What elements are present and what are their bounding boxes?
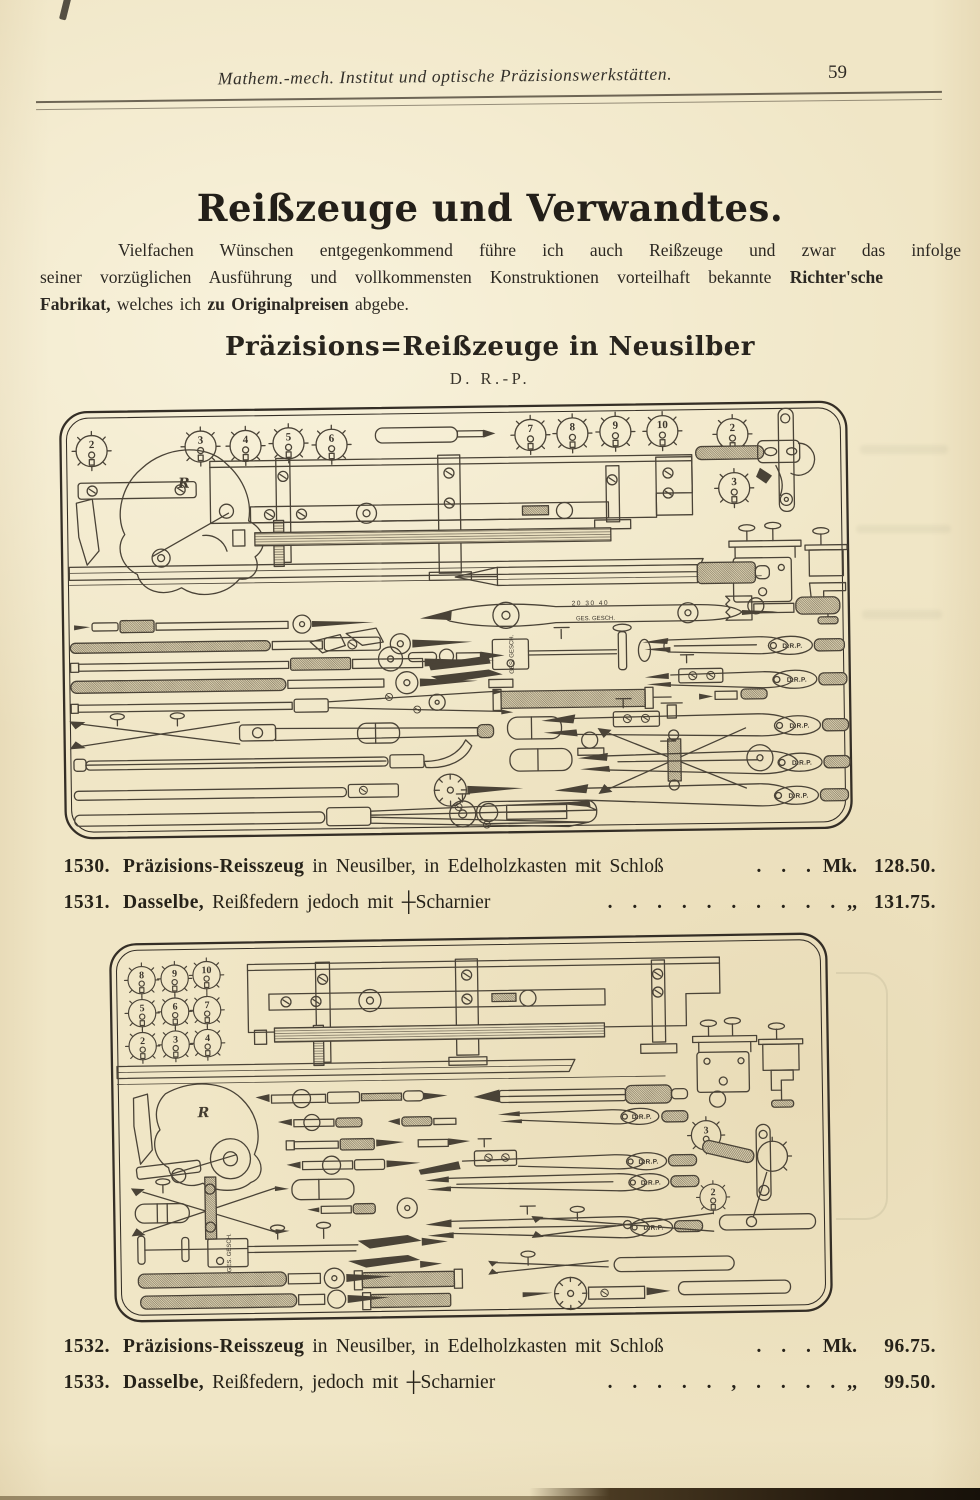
price-row-1531 [46,892,936,914]
beam-frame-mechanism [247,955,721,1068]
compass-drp [498,1108,688,1127]
intro-bold-fabrikat: Fabrikat, [40,294,111,314]
patent-mark: D. R.-P. [449,369,531,388]
section-title: Reißzeuge und Verwandtes. [196,186,784,230]
currency: ,, [847,1372,857,1393]
intro-text: Vielfachen Wünschen entgegenkommend führe ich auch Reißzeuge und zwar das infolge [118,240,961,260]
header-rule [36,91,942,110]
knurled-handle [678,1280,790,1295]
cylinder-caps [135,1203,189,1223]
svg-text:7: 7 [527,422,534,435]
instrument-case-figure-1530 [53,394,859,845]
show-through-mark [856,525,951,533]
ruling-pen [71,671,478,699]
running-title: Mathem.-mech. Institut und optische Präzisionswerkstätten. [217,63,673,89]
svg-text:GES. GESCH.: GES. GESCH. [226,1233,234,1273]
compass-drp [554,781,848,809]
svg-text:GES. GESCH.: GES. GESCH. [575,615,616,623]
svg-text:8: 8 [138,970,145,982]
crossed-compass [131,1176,290,1240]
drill-tool [307,1198,417,1220]
svg-text:4: 4 [242,433,249,446]
svg-text:9: 9 [171,968,178,980]
svg-text:D.R.P.: D.R.P. [786,676,807,684]
intro-line-2 [40,264,883,291]
loose-disc [378,646,445,711]
ruling-pen [70,633,472,659]
svg-text:3: 3 [731,476,737,489]
svg-text:GES. GESCH.: GES. GESCH. [509,634,516,674]
double-blade-pen [74,792,596,834]
svg-text:2: 2 [710,1187,716,1199]
intro-line-3 [40,291,883,318]
thin-compass [488,1250,608,1275]
item-description: in Neusilber, in Edelholzkasten mit Schloß [312,1336,664,1357]
svg-text:D.R.P.: D.R.P. [791,759,813,767]
engraving-case-2 [103,927,839,1328]
svg-text:6: 6 [172,1001,178,1013]
pivot-clamp-tool [695,408,815,513]
small-pen [418,1138,470,1147]
compass-drp [578,739,850,777]
fork-pen [71,689,513,720]
intro-text: welches ich [116,294,201,314]
item-description: Reißfedern, jedoch mit ┼Scharnier [212,1372,496,1393]
dot-leader: . . . [756,856,811,877]
ink-smudge [59,0,72,20]
svg-text:3: 3 [172,1034,179,1046]
subsection-title: Präzisions=Reißzeuge in Neusilber [224,332,756,362]
svg-text:20 30 40: 20 30 40 [571,599,610,608]
svg-text:3: 3 [703,1125,709,1137]
pencil [473,1085,687,1106]
item-number: 1533. [63,1372,110,1393]
price-row-1532 [46,1336,936,1358]
show-through-mark [862,610,942,619]
item-description: Reißfedern jedoch mit ┼Scharnier [212,892,491,913]
price: 131.75. [874,892,936,913]
price: 128.50. [874,856,936,877]
svg-text:10: 10 [656,419,668,432]
svg-text:D.R.P.: D.R.P. [631,1113,652,1121]
intro-bold-originalpreise: zu Originalpreisen [207,294,349,314]
knurled-handle [614,1256,734,1272]
curved-nib-holder [74,740,472,773]
compass-drp [642,636,844,657]
flat-ruler [117,1058,665,1085]
svg-text:D.R.P.: D.R.P. [643,1224,664,1232]
small-pen [699,689,767,700]
numbered-gear-discs [72,410,754,516]
svg-text:D.R.P.: D.R.P. [788,792,809,800]
knurled-tube [493,687,671,710]
svg-text:9: 9 [612,419,619,432]
svg-text:7: 7 [204,1000,210,1012]
price: 99.50. [884,1372,936,1393]
item-name: Dasselbe, [123,892,205,913]
price-row-1533 [46,1372,936,1394]
proportional-divider [420,598,778,630]
flat-ruler [69,558,761,586]
svg-text:6: 6 [328,432,335,445]
svg-text:2: 2 [140,1036,146,1048]
small-pen [388,1116,456,1126]
knurled-handle [719,1214,815,1231]
svg-text:10: 10 [201,965,212,977]
show-through-frame [836,972,888,1220]
price: 96.75. [884,1336,936,1357]
beam-compass-slide [137,1220,448,1273]
svg-text:4: 4 [204,1033,211,1045]
instrument-case-figure-1532 [103,927,839,1328]
currency: Mk. [822,856,857,877]
dot-leader: . . . . . . . . . . [607,892,836,913]
item-name: Präzisions-Reisszeug [123,1336,305,1357]
item-number: 1531. [63,892,110,913]
currency: Mk. [822,1336,857,1357]
svg-text:D.R.P.: D.R.P. [782,642,803,650]
cylinder-caps [292,1179,354,1200]
folded-compass [69,708,493,749]
price-row-1530 [46,856,936,878]
currency: ,, [847,892,857,913]
intro-bold-richtersche: Richter'sche [789,267,883,287]
knurled-key-handle [375,426,495,443]
compass-drp [645,653,847,691]
item-name: Dasselbe, [123,1372,205,1393]
screw-clamp-set [692,1017,803,1109]
item-number: 1530. [63,856,110,877]
svg-text:3: 3 [197,434,204,447]
svg-text:D.R.P.: D.R.P. [640,1179,661,1187]
knurled-pen [141,1289,390,1311]
beam-compass-slide [428,624,651,689]
svg-text:8: 8 [569,421,576,434]
small-pen [255,1087,447,1108]
small-pen [278,1114,362,1131]
page-bottom-shadow [529,1488,980,1500]
small-pen [286,1138,404,1151]
dial-pen [522,1276,670,1310]
svg-text:2: 2 [729,422,736,435]
beam-frame-mechanism [210,452,694,584]
compass-drp [425,1203,702,1240]
item-description: in Neusilber, in Edelholzkasten mit Schloß [312,856,664,877]
page-number: 59 [828,62,847,83]
compass-drp [425,1172,699,1194]
svg-text:D.R.P.: D.R.P. [638,1158,659,1166]
svg-text:5: 5 [139,1003,145,1015]
item-number: 1532. [63,1336,110,1357]
svg-text:D.R.P.: D.R.P. [789,722,810,730]
show-through-mark [860,445,948,454]
intro-text: abgebe. [354,294,409,314]
ruling-pen [74,614,374,636]
svg-text:2: 2 [88,439,95,452]
leather-case-piece [133,1083,261,1192]
small-pen [286,1155,420,1175]
dot-leader: . . . . . , . . . . [607,1372,836,1393]
intro-text: seiner vorzüglichen Ausführung und vollkommensten Konstruktionen vorteilhaft bekannte [40,267,772,287]
svg-text:R: R [197,1105,210,1122]
engraving-case-1 [53,394,859,845]
pivot-clamp-tool [701,1124,793,1227]
svg-text:R: R [177,475,190,492]
dot-leader: . . . [756,1336,811,1357]
intro-line-1 [40,237,961,264]
svg-text:5: 5 [285,431,292,444]
item-name: Präzisions-Reisszeug [123,856,305,877]
